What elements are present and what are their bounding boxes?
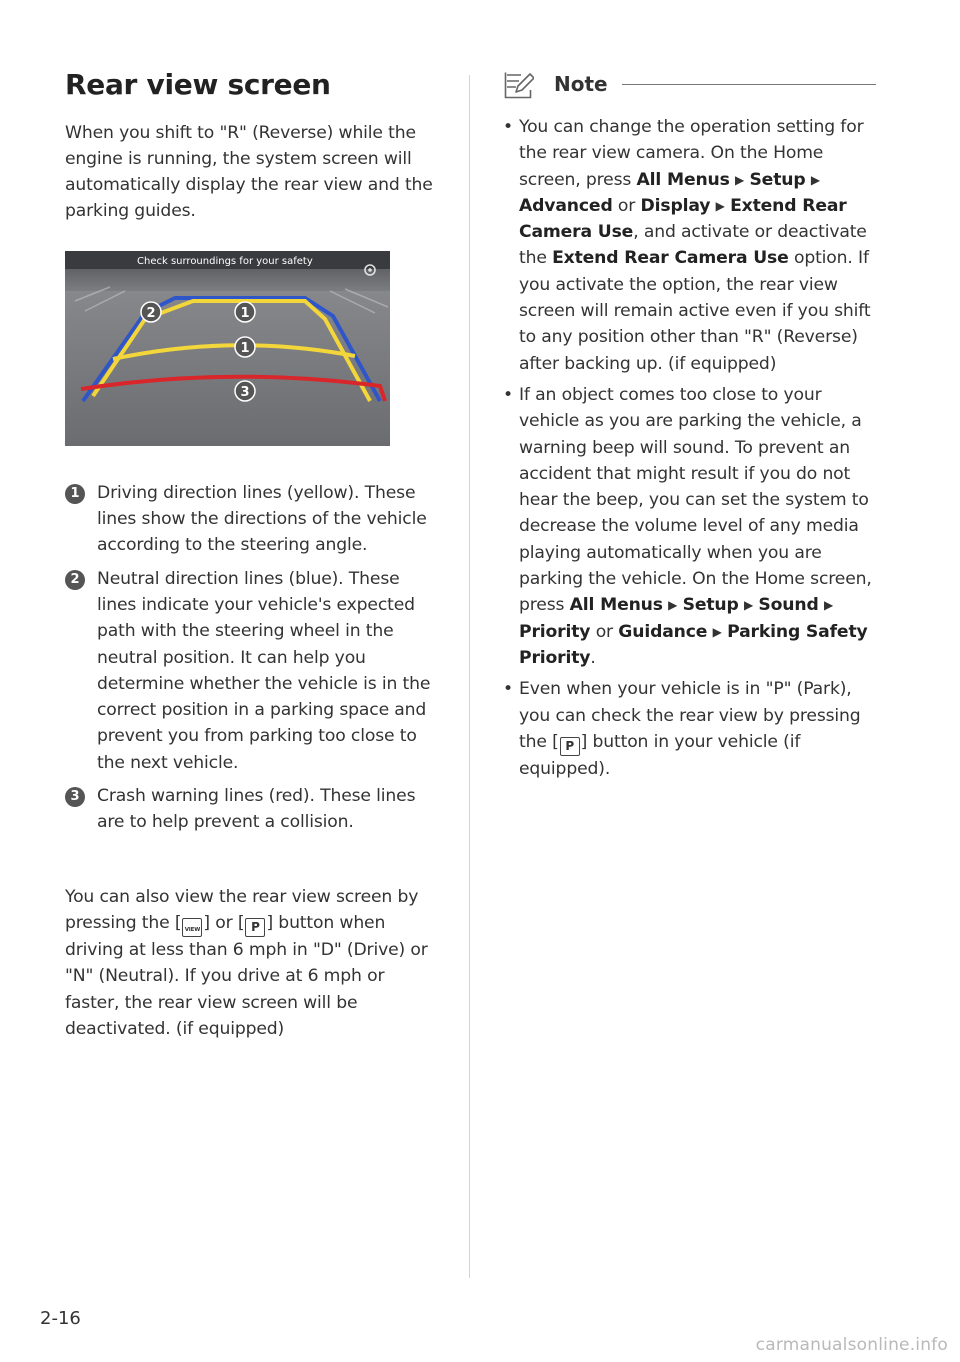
park-button-icon: P: [245, 918, 265, 937]
arrow-right-icon: ▶: [810, 172, 820, 187]
section-title: Rear view screen: [65, 68, 331, 101]
arrow-right-icon: ▶: [743, 598, 754, 613]
callout-list: [65, 480, 440, 836]
callout-badge: 1: [65, 484, 85, 504]
note-title: Note: [554, 72, 608, 96]
svg-text:3: 3: [240, 384, 250, 400]
view-button-icon: VIEW: [182, 918, 202, 937]
menu-path-item: Guidance: [618, 621, 708, 642]
menu-path-item: All Menus: [636, 169, 730, 190]
svg-text:2: 2: [146, 305, 156, 321]
callout-text: Driving direction lines (yellow). These lines show the directions of the vehicle according to the steering angle.: [97, 482, 427, 556]
bullet: •: [503, 679, 513, 700]
rear-view-camera-figure: [65, 251, 390, 446]
left-column: [65, 68, 440, 1042]
page-number: 2-16: [40, 1308, 81, 1329]
menu-path-item: Setup: [682, 595, 739, 616]
park-button-icon: P: [560, 737, 580, 756]
note-pencil-icon: [504, 70, 534, 100]
menu-path-item: Setup: [749, 169, 806, 190]
bullet: •: [503, 117, 513, 137]
menu-path-item: Parking Safety Priority: [519, 621, 868, 668]
svg-text:1: 1: [240, 340, 250, 356]
callout-item-1: [65, 480, 440, 559]
menu-path-item: Priority: [519, 621, 591, 642]
marker-2: [141, 302, 161, 322]
callout-badge: 2: [65, 570, 85, 590]
menu-path-item: Extend Rear Camera Use: [552, 248, 789, 269]
callout-item-2: [65, 566, 440, 776]
menu-path-item: Sound: [758, 595, 819, 616]
svg-text:1: 1: [240, 305, 250, 321]
menu-path-item: Extend Rear Camera Use: [519, 195, 847, 243]
bullet: •: [503, 384, 513, 405]
note-header: [500, 68, 878, 104]
menu-path-item: All Menus: [569, 595, 663, 616]
extra-paragraph: You can also view the rear view screen by pressing the [ VIEW ] or [ P ] button when driving at less than 6 mph in "D" (Drive) or "N" (Neutral). If you drive at 6 mph or faster, the rear view screen will be deactivated. (if equipped): [65, 886, 428, 1039]
note-item-3: • Even when your vehicle is in "P" (Park), you can check the rear view by pressing the [ P ] button in your vehicle (if equipped).: [500, 676, 878, 782]
arrow-right-icon: ▶: [668, 598, 678, 613]
note-rule: [622, 84, 876, 85]
note-list: [500, 114, 878, 782]
marker-3: [235, 381, 255, 401]
menu-path-item: Advanced: [519, 195, 613, 216]
intro-paragraph: When you shift to "R" (Reverse) while the engine is running, the system screen will automatically display the rear view and the parking guides.: [65, 122, 433, 222]
note-item-2: • If an object comes too close to your vehicle as you are parking the vehicle, a warning beep will sound. To prevent an accident that might result if you do not hear the beep, you can set the system to decrease the volume level of any media playing automatically when you are parking the vehicle. On the Home screen, press All Menus ▶ Setup ▶ Sound ▶ Priority or Guidance ▶ Parking Safety Priority.: [500, 382, 878, 671]
menu-path-item: Display: [640, 195, 711, 216]
callout-text: Neutral direction lines (blue). These lines indicate your vehicle's expected path with the steering wheel in the neutral position. It can help you determine whether the vehicle is in the correct position in a parking space and prevent you from parking too close to the next vehicle.: [97, 568, 431, 773]
callout-text: Crash warning lines (red). These lines are to help prevent a collision.: [97, 786, 416, 833]
marker-1-top: [235, 302, 255, 322]
marker-1-middle: [235, 337, 255, 357]
camera-illustration: [65, 251, 390, 446]
column-divider: [469, 75, 470, 1278]
arrow-right-icon: ▶: [823, 598, 834, 613]
arrow-right-icon: ▶: [712, 624, 722, 639]
callout-item-3: [65, 783, 440, 836]
arrow-right-icon: ▶: [735, 172, 745, 187]
watermark: carmanualsonline.info: [755, 1335, 948, 1355]
arrow-right-icon: ▶: [715, 198, 725, 213]
callout-badge: 3: [65, 787, 85, 807]
note-item-1: • You can change the operation setting for the rear view camera. On the Home screen, press All Menus ▶ Setup ▶ Advanced or Display ▶ Extend Rear Camera Use, and activate or deactivate the Extend Rear Camera Use option. If you activate the option, the rear view screen will remain active even if you shift to any position other than "R" (Reverse) after backing up. (if equipped): [500, 114, 878, 377]
overlay-text: Check surroundings for your safety: [137, 255, 313, 267]
right-column: [500, 68, 878, 787]
